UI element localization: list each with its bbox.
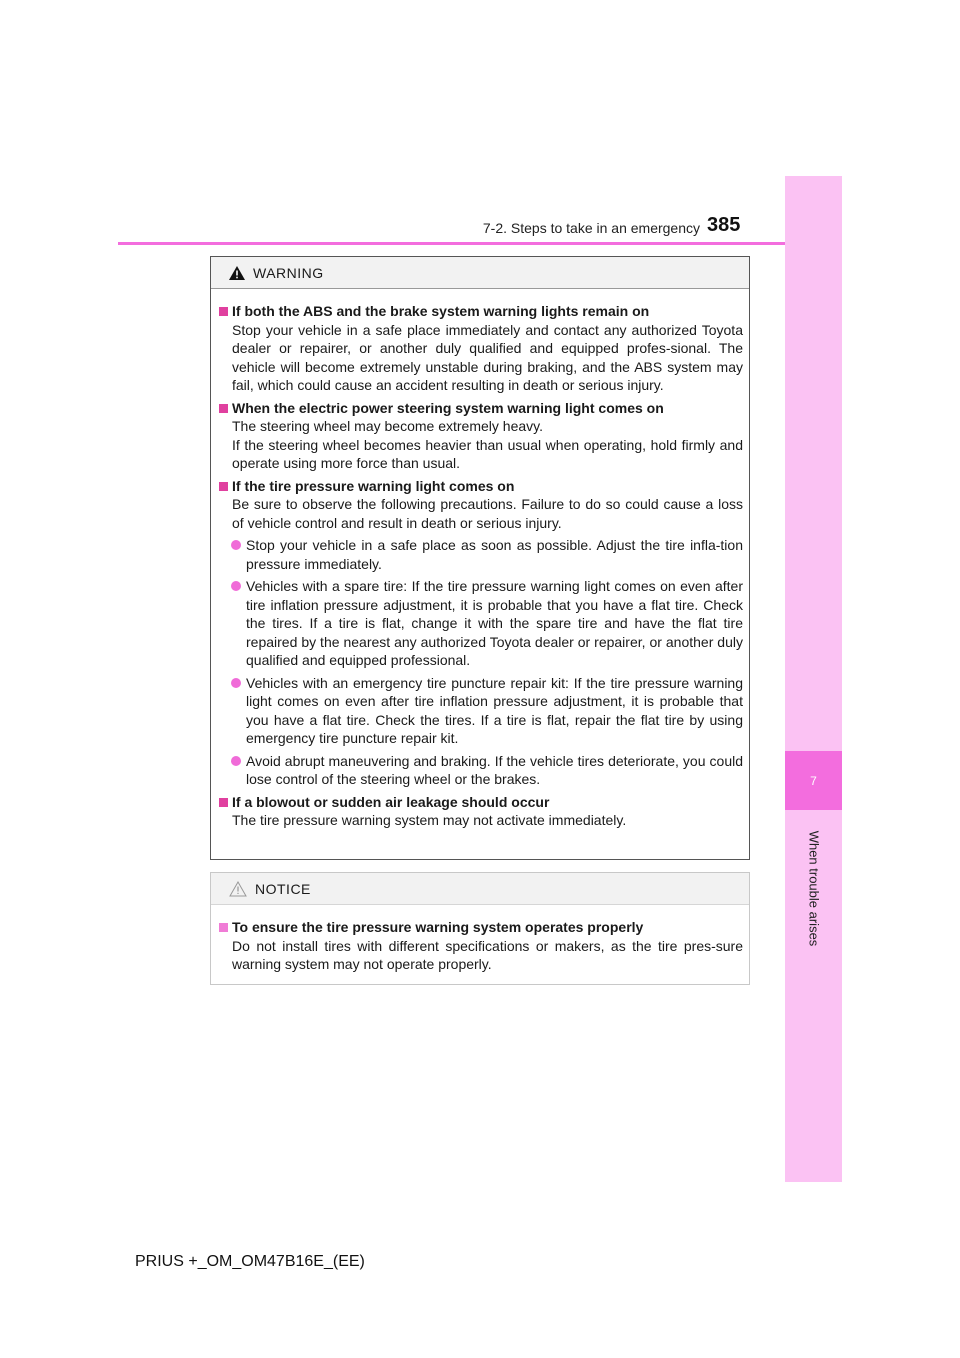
bullet-text: Vehicles with a spare tire: If the tire pressure warning light comes on even after tire inflation pressure adjustment, it is probable that you have a flat tire. Check the tires. If a tire is flat, change it with the spare tire and have the flat tire repaired by the nearest any authorized Toyota dealer or repairer, or another duly qualified and equipped professional.	[246, 578, 743, 668]
page-number: 385	[707, 214, 741, 236]
bullet-text: Stop your vehicle in a safe place as soon as possible. Adjust the tire infla-tion pressure immediately.	[246, 537, 743, 572]
chapter-label-text: When trouble arises	[806, 830, 821, 946]
square-bullet-icon	[219, 404, 228, 413]
notice-body	[211, 905, 749, 974]
round-bullet-icon	[231, 581, 241, 591]
warning-item-title	[219, 793, 743, 812]
bullet-item	[219, 577, 743, 670]
round-bullet-icon	[231, 678, 241, 688]
document-id: PRIUS +_OM_OM47B16E_(EE)	[135, 1253, 365, 1270]
warning-item-title-text: If a blowout or sudden air leakage should occur	[232, 793, 550, 810]
square-bullet-icon	[219, 798, 228, 807]
warning-body	[211, 289, 749, 830]
warning-item-text: The steering wheel may become extremely heavy.	[232, 418, 543, 434]
notice-item	[219, 918, 743, 974]
warning-heading: WARNING	[253, 264, 324, 281]
warning-item-abs	[219, 302, 743, 395]
square-bullet-icon	[219, 923, 228, 932]
warning-triangle-icon	[229, 266, 245, 280]
round-bullet-icon	[231, 540, 241, 550]
section-title: 7-2. Steps to take in an emergency	[482, 220, 700, 236]
bullet-item	[219, 536, 743, 573]
warning-item-tire-pressure	[219, 477, 743, 789]
header-divider	[118, 242, 785, 245]
notice-box	[210, 872, 750, 985]
square-bullet-icon	[219, 482, 228, 491]
round-bullet-icon	[231, 756, 241, 766]
chapter-number: 7	[785, 751, 842, 810]
warning-item-steering	[219, 399, 743, 473]
chapter-side-tab	[785, 176, 842, 1182]
warning-header	[211, 257, 749, 289]
bullet-item	[219, 752, 743, 789]
notice-item-text: Do not install tires with different specifications or makers, as the tire pres-sure warning system may not operate properly.	[232, 937, 743, 972]
square-bullet-icon	[219, 307, 228, 316]
warning-item-title	[219, 302, 743, 321]
bullet-text: Avoid abrupt maneuvering and braking. If the vehicle tires deteriorate, you could lose control of the steering wheel or the brakes.	[246, 752, 743, 787]
warning-item-title	[219, 399, 743, 418]
notice-item-title-text: To ensure the tire pressure warning system operates properly	[232, 919, 644, 935]
warning-item-text: Stop your vehicle in a safe place immediately and contact any authorized Toyota dealer or repairer, or another duly qualified and equipped profes-sional. The vehicle will become extremely unstable during braking, and the ABS system may fail, which could cause an accident resulting in death or serious injury.	[232, 321, 743, 393]
warning-item-title-text: When the electric power steering system warning light comes on	[232, 399, 664, 416]
notice-heading: NOTICE	[255, 880, 311, 897]
warning-item-title-text: If both the ABS and the brake system warning lights remain on	[232, 303, 650, 319]
warning-item-title	[219, 477, 743, 496]
bullet-text: Vehicles with an emergency tire puncture repair kit: If the tire pressure warning light comes on even after tire inflation pressure adjustment, it is probable that you have a flat tire. Check the tires. If a tire is flat, repair the flat tire by using emergency tire puncture repair kit.	[246, 674, 743, 746]
bullet-item	[219, 674, 743, 748]
warning-box	[210, 256, 750, 860]
warning-item-title-text: If the tire pressure warning light comes on	[232, 477, 515, 494]
notice-item-title	[219, 918, 743, 937]
warning-item-blowout	[219, 793, 743, 830]
warning-item-text: Be sure to observe the following precautions. Failure to do so could cause a loss of vehicle control and result in death or serious injury.	[232, 496, 743, 531]
warning-item-text: If the steering wheel becomes heavier than usual when operating, hold firmly and operate using more force than usual.	[232, 436, 743, 471]
notice-triangle-icon	[229, 881, 247, 897]
chapter-label	[786, 818, 841, 958]
warning-item-text: The tire pressure warning system may not activate immediately.	[232, 812, 627, 828]
notice-header	[211, 873, 749, 905]
